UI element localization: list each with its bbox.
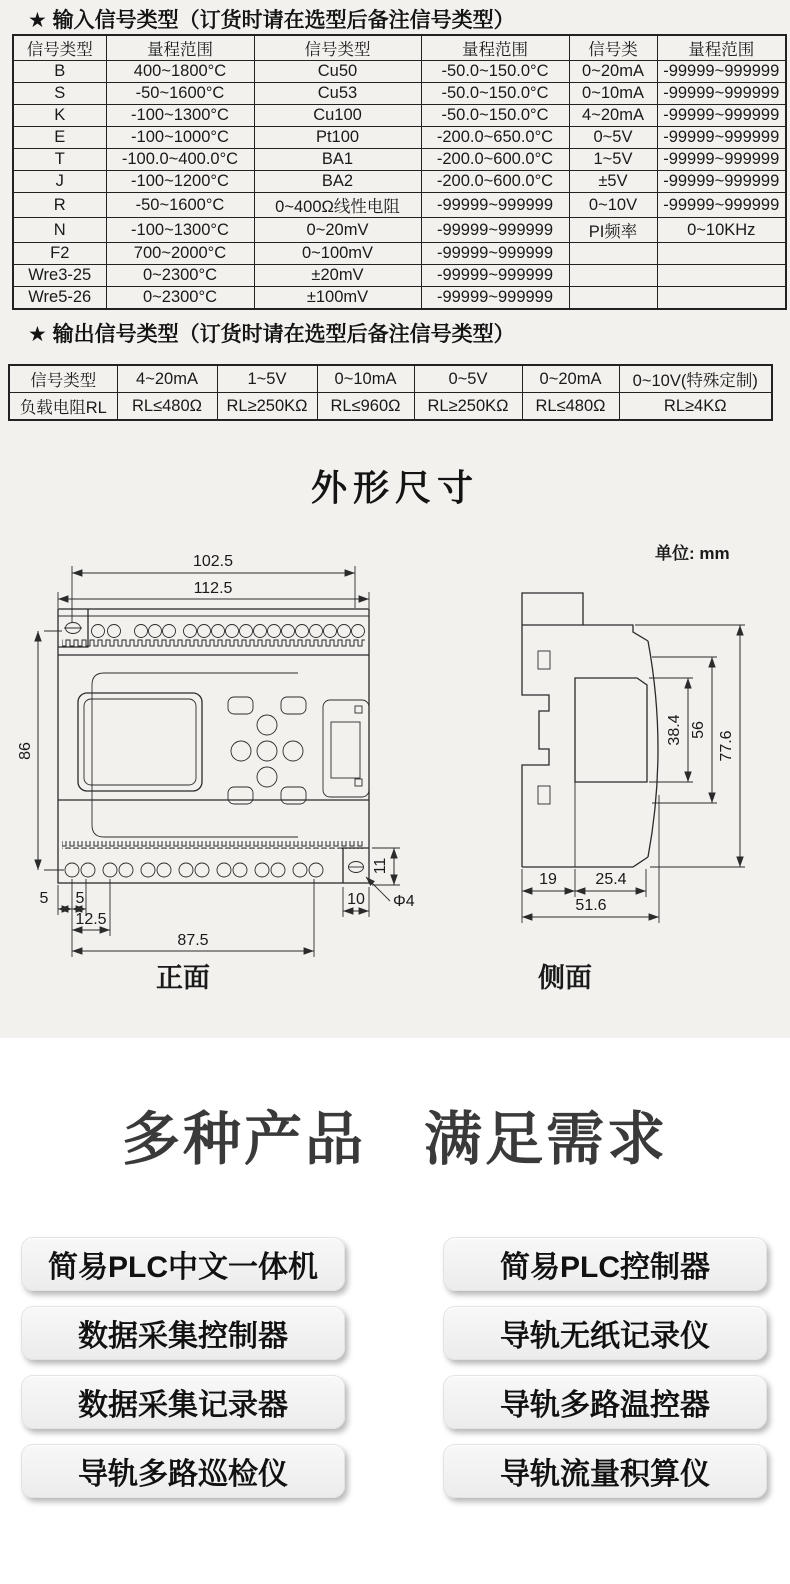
table-row bbox=[13, 105, 786, 127]
table-cell: -100~1300°C bbox=[106, 218, 254, 243]
table-header-cell: 负载电阻RL bbox=[9, 393, 117, 421]
table-cell: J bbox=[13, 171, 106, 193]
table-cell: 0~20mA bbox=[522, 365, 619, 393]
table-cell: -100.0~400.0°C bbox=[106, 149, 254, 171]
front-vent-bottom bbox=[62, 841, 365, 849]
product-button-grid bbox=[21, 1237, 767, 1498]
dim-base-left: 19 bbox=[539, 871, 557, 888]
side-bottom-edge bbox=[522, 857, 648, 867]
table-cell: -200.0~650.0°C bbox=[421, 127, 569, 149]
product-button-multichannel-temp-controller[interactable]: 导轨多路温控器 bbox=[443, 1375, 767, 1429]
dim-offset-right: 10 bbox=[347, 891, 365, 908]
table-cell: Wre5-26 bbox=[13, 287, 106, 310]
table-cell: -99999~999999 bbox=[657, 105, 786, 127]
output-section-title: ★ 输出信号类型（订货时请在选型后备注信号类型） bbox=[28, 323, 515, 346]
table-cell: -200.0~600.0°C bbox=[421, 149, 569, 171]
table-cell: -50.0~150.0°C bbox=[421, 105, 569, 127]
table-cell: Wre3-25 bbox=[13, 265, 106, 287]
products-heading-right: 满足需求 bbox=[424, 1107, 669, 1172]
table-cell: -99999~999999 bbox=[657, 193, 786, 218]
table-cell: -50~1600°C bbox=[106, 193, 254, 218]
table-cell: 0~10KHz bbox=[657, 218, 786, 243]
table-cell bbox=[657, 265, 786, 287]
table-cell: -99999~999999 bbox=[657, 171, 786, 193]
side-top-tab bbox=[522, 593, 583, 625]
table-header-cell: 信号类型 bbox=[254, 35, 421, 61]
dim-base-mid: 25.4 bbox=[595, 871, 627, 888]
front-terminals-top bbox=[92, 625, 365, 638]
table-row bbox=[13, 193, 786, 218]
side-view-caption: 侧面 bbox=[538, 963, 592, 993]
product-button-daq-recorder[interactable]: 数据采集记录器 bbox=[21, 1375, 345, 1429]
product-button-plc-controller[interactable]: 简易PLC控制器 bbox=[443, 1237, 767, 1291]
dim-height-left: 86 bbox=[17, 742, 34, 760]
side-screw-slot-top bbox=[538, 651, 550, 669]
table-cell: B bbox=[13, 61, 106, 83]
table-cell: -100~1300°C bbox=[106, 105, 254, 127]
product-button-multichannel-scanner[interactable]: 导轨多路巡检仪 bbox=[21, 1444, 345, 1498]
table-cell: -99999~999999 bbox=[657, 127, 786, 149]
table-cell: -99999~999999 bbox=[421, 265, 569, 287]
table-cell: RL≤480Ω bbox=[522, 393, 619, 421]
side-dimensions bbox=[522, 625, 745, 923]
table-cell: 700~2000°C bbox=[106, 243, 254, 265]
table-header-cell: 信号类 bbox=[569, 35, 657, 61]
table-cell: 0~100mV bbox=[254, 243, 421, 265]
table-cell: 0~10V bbox=[569, 193, 657, 218]
front-vent-top bbox=[62, 639, 365, 647]
table-cell: -99999~999999 bbox=[657, 149, 786, 171]
table-row bbox=[13, 218, 786, 243]
table-cell: 400~1800°C bbox=[106, 61, 254, 83]
table-cell: RL≥4KΩ bbox=[619, 393, 772, 421]
side-din-clip bbox=[522, 625, 549, 867]
table-cell: Cu100 bbox=[254, 105, 421, 127]
table-row bbox=[9, 393, 772, 421]
table-cell: 0~5V bbox=[569, 127, 657, 149]
table-row bbox=[13, 171, 786, 193]
dim-height-total: 77.6 bbox=[718, 730, 735, 762]
table-cell: 4~20mA bbox=[117, 365, 217, 393]
table-cell bbox=[569, 265, 657, 287]
dim-pitch-b: 5 bbox=[75, 890, 85, 907]
table-row bbox=[13, 243, 786, 265]
table-header-row bbox=[13, 35, 786, 61]
front-connector bbox=[323, 700, 369, 797]
dim-pitch-c: 12.5 bbox=[75, 911, 107, 928]
table-cell: RL≥250KΩ bbox=[414, 393, 522, 421]
table-header-cell: 量程范围 bbox=[657, 35, 786, 61]
table-header-cell: 量程范围 bbox=[421, 35, 569, 61]
dim-base-total: 51.6 bbox=[575, 897, 607, 914]
table-cell: N bbox=[13, 218, 106, 243]
table-row bbox=[13, 127, 786, 149]
table-cell: 0~10V(特殊定制) bbox=[619, 365, 772, 393]
table-cell: Cu53 bbox=[254, 83, 421, 105]
table-cell: ±5V bbox=[569, 171, 657, 193]
dim-width-outer: 112.5 bbox=[193, 580, 233, 597]
output-signal-table bbox=[8, 364, 773, 421]
side-top-edge bbox=[522, 625, 648, 641]
input-signal-table bbox=[12, 34, 787, 310]
table-cell: S bbox=[13, 83, 106, 105]
table-cell: -99999~999999 bbox=[421, 287, 569, 310]
table-cell: E bbox=[13, 127, 106, 149]
dim-span-bottom: 87.5 bbox=[177, 932, 209, 949]
table-cell: ±20mV bbox=[254, 265, 421, 287]
table-cell: F2 bbox=[13, 243, 106, 265]
table-cell: ±100mV bbox=[254, 287, 421, 310]
table-cell: 0~400Ω线性电阻 bbox=[254, 193, 421, 218]
table-cell: 0~10mA bbox=[569, 83, 657, 105]
table-cell: 0~20mA bbox=[569, 61, 657, 83]
table-cell: 1~5V bbox=[217, 365, 317, 393]
table-row bbox=[9, 365, 772, 393]
table-cell: 0~20mV bbox=[254, 218, 421, 243]
front-view-drawing bbox=[17, 553, 415, 993]
table-cell: RL≤960Ω bbox=[317, 393, 414, 421]
table-cell: RL≥250KΩ bbox=[217, 393, 317, 421]
table-cell: -99999~999999 bbox=[421, 193, 569, 218]
table-cell: 0~5V bbox=[414, 365, 522, 393]
dim-depth-mid: 56 bbox=[690, 721, 707, 739]
table-cell: R bbox=[13, 193, 106, 218]
table-cell: BA1 bbox=[254, 149, 421, 171]
units-label: 单位: mm bbox=[655, 544, 730, 563]
table-cell: Cu50 bbox=[254, 61, 421, 83]
table-cell: -99999~999999 bbox=[657, 61, 786, 83]
products-heading bbox=[0, 1092, 790, 1176]
table-cell: 0~2300°C bbox=[106, 287, 254, 310]
table-row bbox=[13, 287, 786, 310]
dimensions-title: 外形尺寸 bbox=[310, 467, 479, 508]
products-heading-left: 多种产品 bbox=[121, 1107, 366, 1172]
table-cell: -50.0~150.0°C bbox=[421, 83, 569, 105]
table-header-cell: 量程范围 bbox=[106, 35, 254, 61]
side-screw-slot-bottom bbox=[538, 786, 550, 804]
table-cell: 0~10mA bbox=[317, 365, 414, 393]
product-button-paperless-recorder[interactable]: 导轨无纸记录仪 bbox=[443, 1306, 767, 1360]
table-cell bbox=[569, 243, 657, 265]
dimension-drawing bbox=[0, 535, 790, 1015]
front-terminals-bottom bbox=[65, 863, 323, 877]
table-cell: 0~2300°C bbox=[106, 265, 254, 287]
front-mount-ear-bottom bbox=[343, 848, 369, 883]
table-cell: -50.0~150.0°C bbox=[421, 61, 569, 83]
input-section-title: ★ 输入信号类型（订货时请在选型后备注信号类型） bbox=[28, 9, 515, 32]
dim-width-inner: 102.5 bbox=[192, 553, 234, 570]
side-view-drawing bbox=[522, 593, 745, 993]
table-cell: -99999~999999 bbox=[421, 218, 569, 243]
table-row bbox=[13, 83, 786, 105]
table-row bbox=[13, 149, 786, 171]
table-cell: -50~1600°C bbox=[106, 83, 254, 105]
table-cell: PI频率 bbox=[569, 218, 657, 243]
table-cell: -100~1200°C bbox=[106, 171, 254, 193]
dim-hole-dia: Φ4 bbox=[393, 893, 415, 910]
product-button-daq-controller[interactable]: 数据采集控制器 bbox=[21, 1306, 345, 1360]
table-cell bbox=[657, 287, 786, 310]
table-cell bbox=[657, 243, 786, 265]
table-header-cell: 信号类型 bbox=[9, 365, 117, 393]
front-view-caption: 正面 bbox=[156, 963, 210, 993]
table-cell: Pt100 bbox=[254, 127, 421, 149]
front-screen bbox=[78, 693, 202, 791]
front-keypad bbox=[228, 697, 306, 804]
table-cell: 4~20mA bbox=[569, 105, 657, 127]
table-cell: -200.0~600.0°C bbox=[421, 171, 569, 193]
table-row bbox=[13, 265, 786, 287]
side-body-block bbox=[575, 678, 647, 782]
table-cell: T bbox=[13, 149, 106, 171]
table-header-cell: 信号类型 bbox=[13, 35, 106, 61]
front-panel-bracket bbox=[92, 673, 298, 837]
table-row bbox=[13, 61, 786, 83]
table-cell: -99999~999999 bbox=[421, 243, 569, 265]
side-front-bulge bbox=[648, 641, 658, 857]
front-dimensions bbox=[17, 553, 415, 957]
table-cell bbox=[569, 287, 657, 310]
table-cell: BA2 bbox=[254, 171, 421, 193]
dim-ear-height: 11 bbox=[372, 857, 389, 875]
product-button-plc-allinone[interactable]: 简易PLC中文一体机 bbox=[21, 1237, 345, 1291]
table-cell: RL≤480Ω bbox=[117, 393, 217, 421]
product-button-flow-totalizer[interactable]: 导轨流量积算仪 bbox=[443, 1444, 767, 1498]
dim-pitch-a: 5 bbox=[39, 890, 49, 907]
table-cell: -99999~999999 bbox=[657, 83, 786, 105]
table-cell: 1~5V bbox=[569, 149, 657, 171]
table-cell: K bbox=[13, 105, 106, 127]
dim-depth-inner: 38.4 bbox=[666, 714, 683, 746]
table-cell: -100~1000°C bbox=[106, 127, 254, 149]
